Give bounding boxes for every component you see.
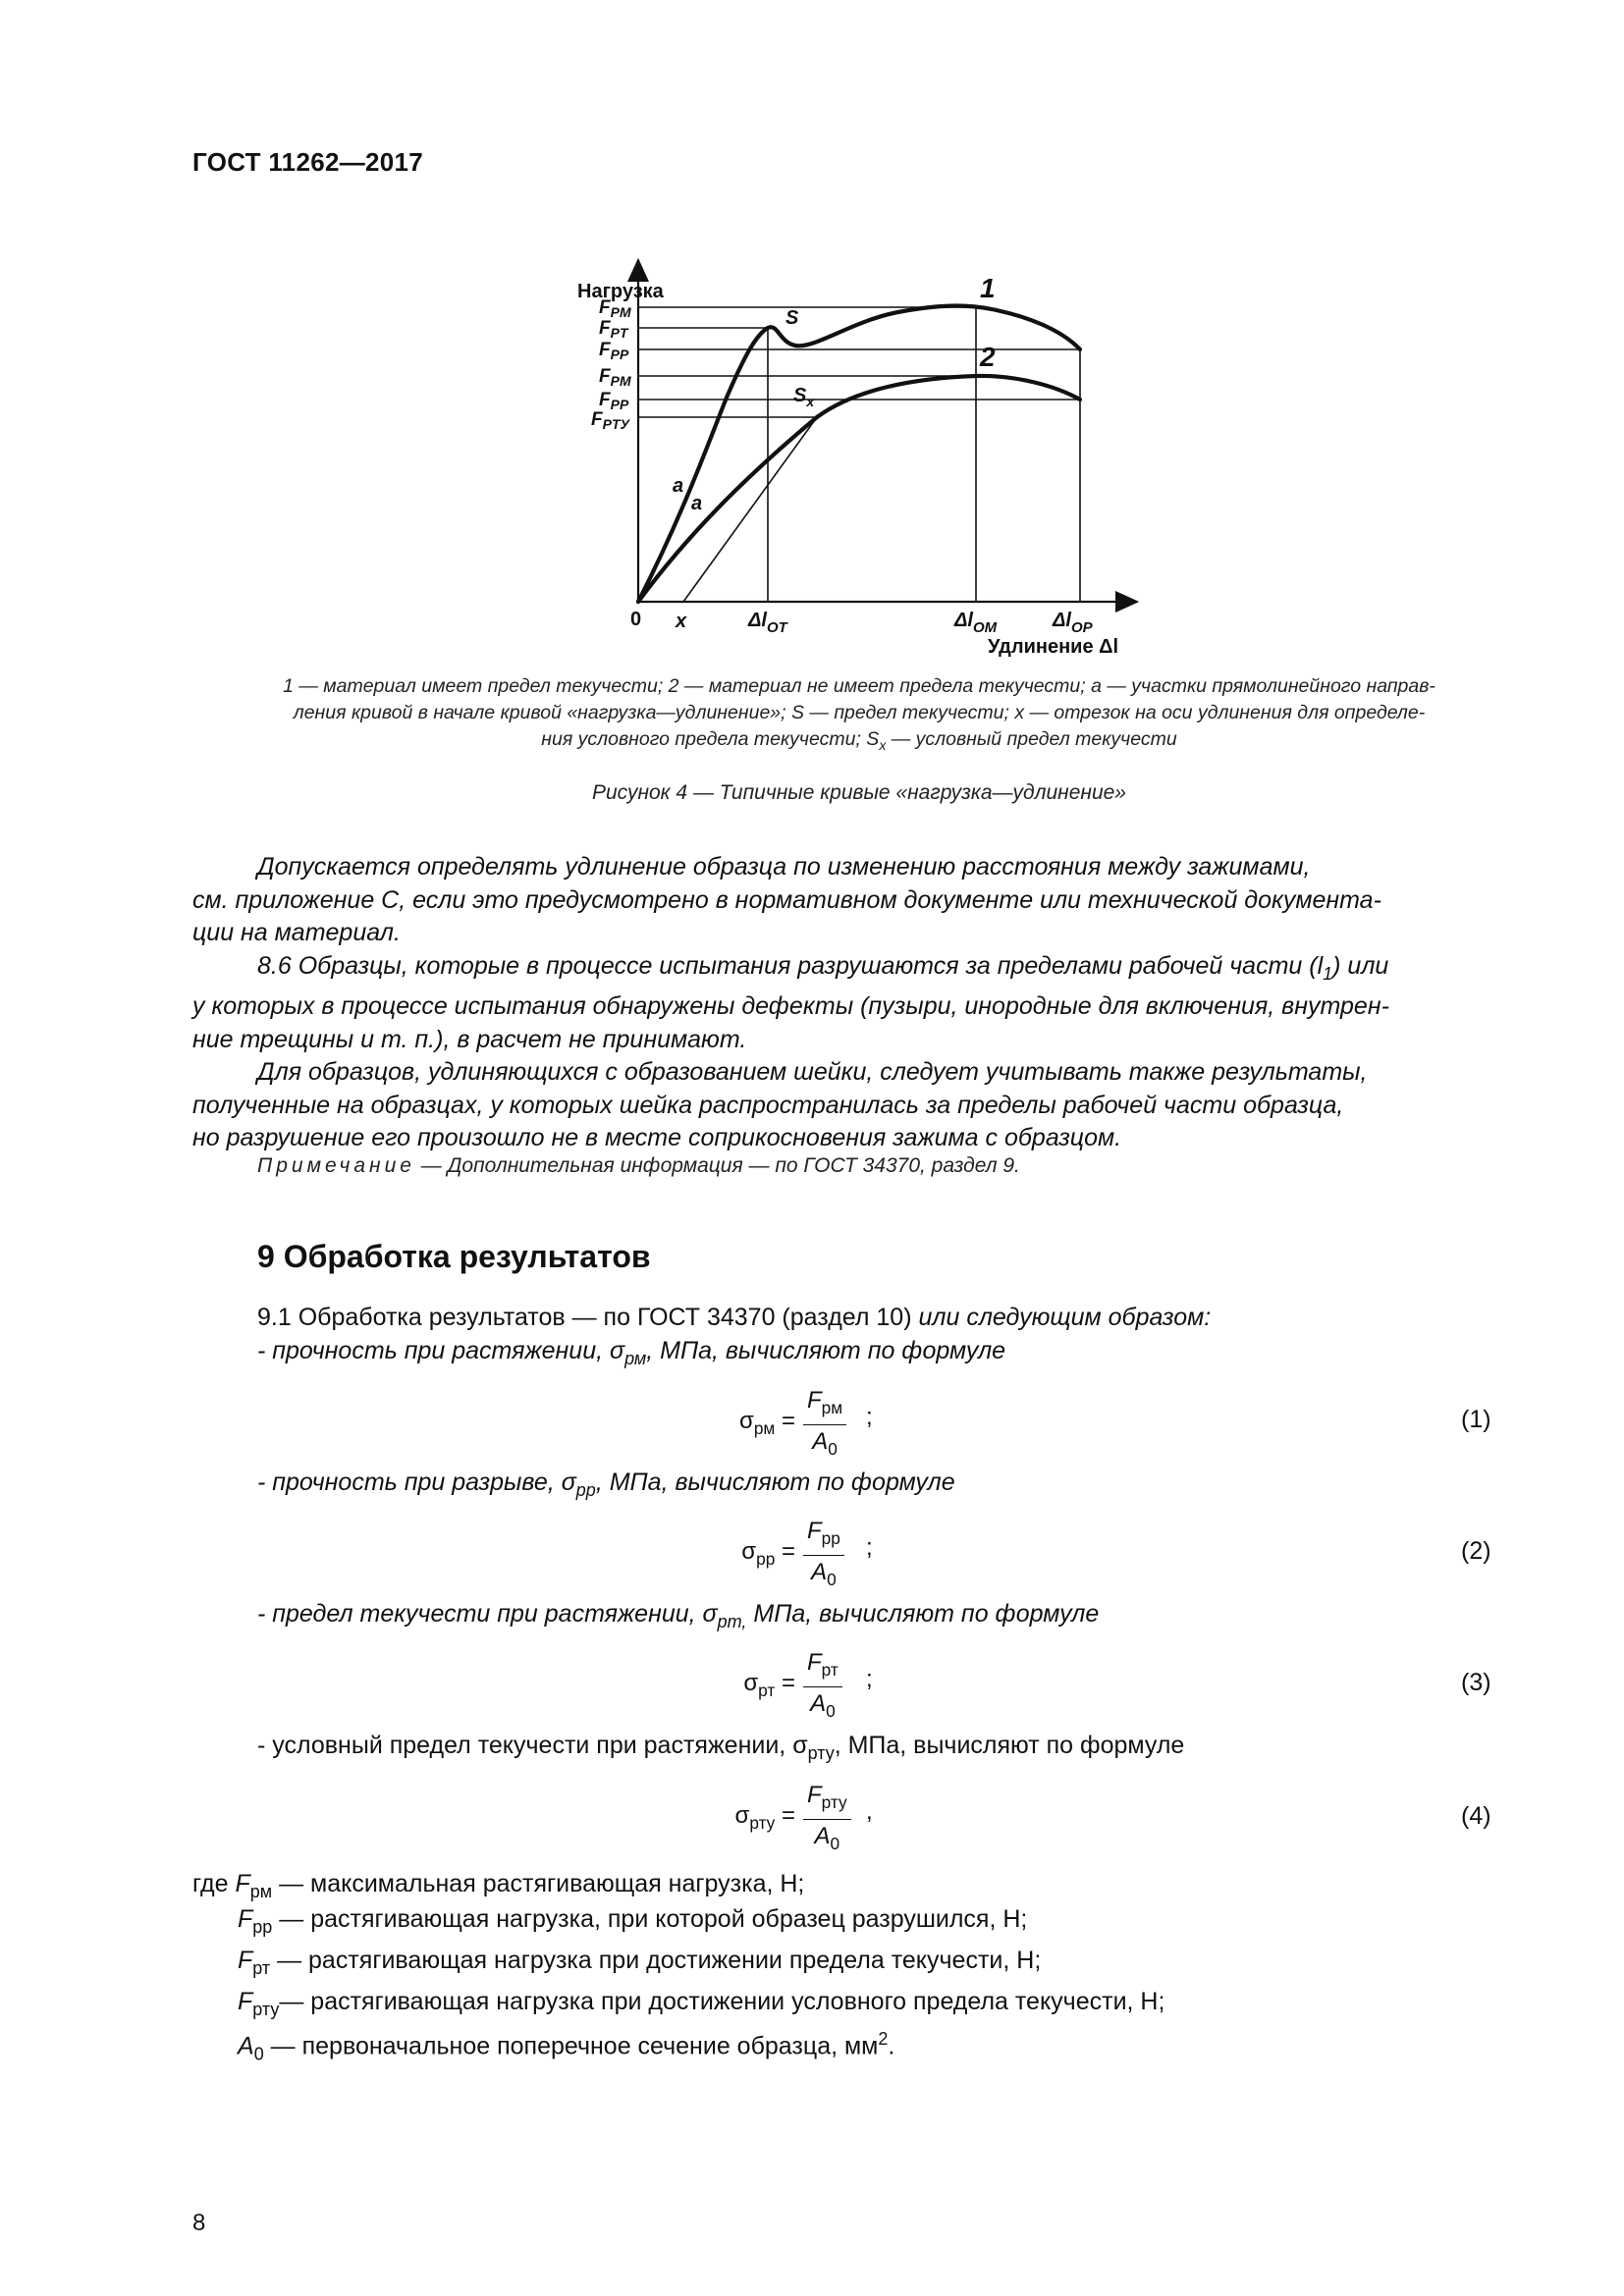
y-axis-label: Нагрузка xyxy=(577,281,664,302)
svg-text:ΔlOP: $\Delta l_{OP}$ xyxy=(1053,610,1093,636)
where-row-1: где $F_{рм}$ — максимальная растягивающая нагрузка, Н; xyxy=(192,1870,805,1901)
where-row-2: $F_{рр}$ — растягивающая нагрузка, при которой образец разрушился, Н; xyxy=(238,1905,1028,1937)
formula-2: $\sigma_{рр}$ = $F_{рр}$ $A_0$ ; xyxy=(687,1515,1178,1593)
svg-text:S: S xyxy=(785,307,799,329)
document-header: ГОСТ 11262—2017 xyxy=(192,147,424,177)
svg-text:1: 1 xyxy=(980,273,996,303)
svg-text:a: a xyxy=(691,493,703,514)
equation-number-4: (4) xyxy=(1461,1802,1491,1830)
svg-text:a: a xyxy=(673,475,684,497)
svg-text:FPP: $F_{PP}$ xyxy=(599,390,629,412)
svg-text:FPM: $F_{PM}$ xyxy=(599,297,631,320)
equation-number-1: (1) xyxy=(1461,1406,1491,1433)
curve-2 xyxy=(638,376,1080,602)
formula-3: $\sigma_{рт}$ = $F_{рт}$ $A_0$ ; xyxy=(687,1646,1178,1725)
x-axis-label: Удлинение Δl xyxy=(988,636,1119,658)
figure-legend: 1 — материал имеет предел текучести; 2 — материал не имеет предела текучести; а — участки прямолинейного направ- ления кривой в начале кривой «нагрузка—удлинение»; S — предел текучести; х — отрезок на оси удлинения для определе- ния условного предела текучести; $S_x$ — условный предел текучести xyxy=(283,675,1435,753)
item-yield-strength: - предел текучести при растяжении, $\sigma_{рт,}$ МПа, вычисляют по формуле xyxy=(257,1600,1100,1631)
page-number: 8 xyxy=(192,2210,206,2236)
section-title: 9 Обработка результатов xyxy=(257,1239,651,1274)
equation-number-2: (2) xyxy=(1461,1537,1491,1565)
item-tensile-strength: - прочность при растяжении, $\sigma_{рм}$, МПа, вычисляют по формуле xyxy=(257,1337,1006,1368)
figure-title: Рисунок 4 — Типичные кривые «нагрузка—удлинение» xyxy=(592,781,1126,804)
equation-number-3: (3) xyxy=(1461,1669,1491,1696)
svg-text:FPT: $F_{PT}$ xyxy=(599,318,628,341)
svg-text:FPTУ: $F_{PTУ}$ xyxy=(591,409,629,432)
formula-1: $\sigma_{рм}$ = $F_{рм}$ $A_0$ ; xyxy=(687,1384,1178,1463)
svg-text:x: x xyxy=(676,611,687,632)
svg-text:2: 2 xyxy=(980,342,996,372)
svg-text:FPM: $F_{PM}$ xyxy=(599,366,631,389)
item-offset-yield-strength: - условный предел текучести при растяжении, $\sigma_{рту}$, МПа, вычисляют по формуле xyxy=(257,1732,1185,1763)
clause-9-1: 9.1 Обработка результатов — по ГОСТ 34370 (раздел 10) или следующим образом: xyxy=(257,1304,1212,1331)
load-elongation-figure xyxy=(569,221,1149,663)
formula-4: $\sigma_{рту}$ = $F_{рту}$ $A_0$ , xyxy=(687,1779,1178,1857)
where-row-3: $F_{рт}$ — растягивающая нагрузка при достижении предела текучести, Н; xyxy=(238,1947,1042,1978)
offset-line xyxy=(683,417,817,602)
svg-text:ΔlOT: $\Delta l_{OT}$ xyxy=(748,610,787,636)
svg-text:ΔlOM: $\Delta l_{OM}$ xyxy=(954,610,998,636)
where-row-4: $F_{рту}—$ растягивающая нагрузка при достижении условного предела текучести, Н; xyxy=(238,1988,1165,2019)
svg-text:FPP: $F_{PP}$ xyxy=(599,340,629,362)
paragraph-elongation: Допускается определять удлинение образца по изменению расстояния между зажимами, см. приложение С, если это предусмотрено в нормативном документе или технической документа- ции на материал. 8.6 Образцы, которые в процессе испытания разрушаются за пределами рабочей части $(l_1)$ или у которых в процессе испытания обнаружены дефекты (пузыри, инородные для включения, внутрен- ние трещины и т. п.), в расчет не принимают. Для образцов, удлиняющихся с образованием шейки, следует учитывать также результаты, полученные на образцах, у которых шейка распространилась за пределы рабочей части образца, но разрушение его произошло не в месте соприкосновения зажима с образцом. xyxy=(192,853,1389,1151)
item-breaking-strength: - прочность при разрыве, $\sigma_{рр}$, МПа, вычисляют по формуле xyxy=(257,1468,955,1500)
where-row-5: $A_0$ — первоначальное поперечное сечение образца, $мм^2$. xyxy=(238,2029,895,2064)
svg-text:Sx: $S_x$ xyxy=(793,385,815,409)
svg-text:0: 0 xyxy=(630,609,642,630)
note: Примечание — Дополнительная информация — по ГОСТ 34370, раздел 9. xyxy=(257,1154,1020,1177)
